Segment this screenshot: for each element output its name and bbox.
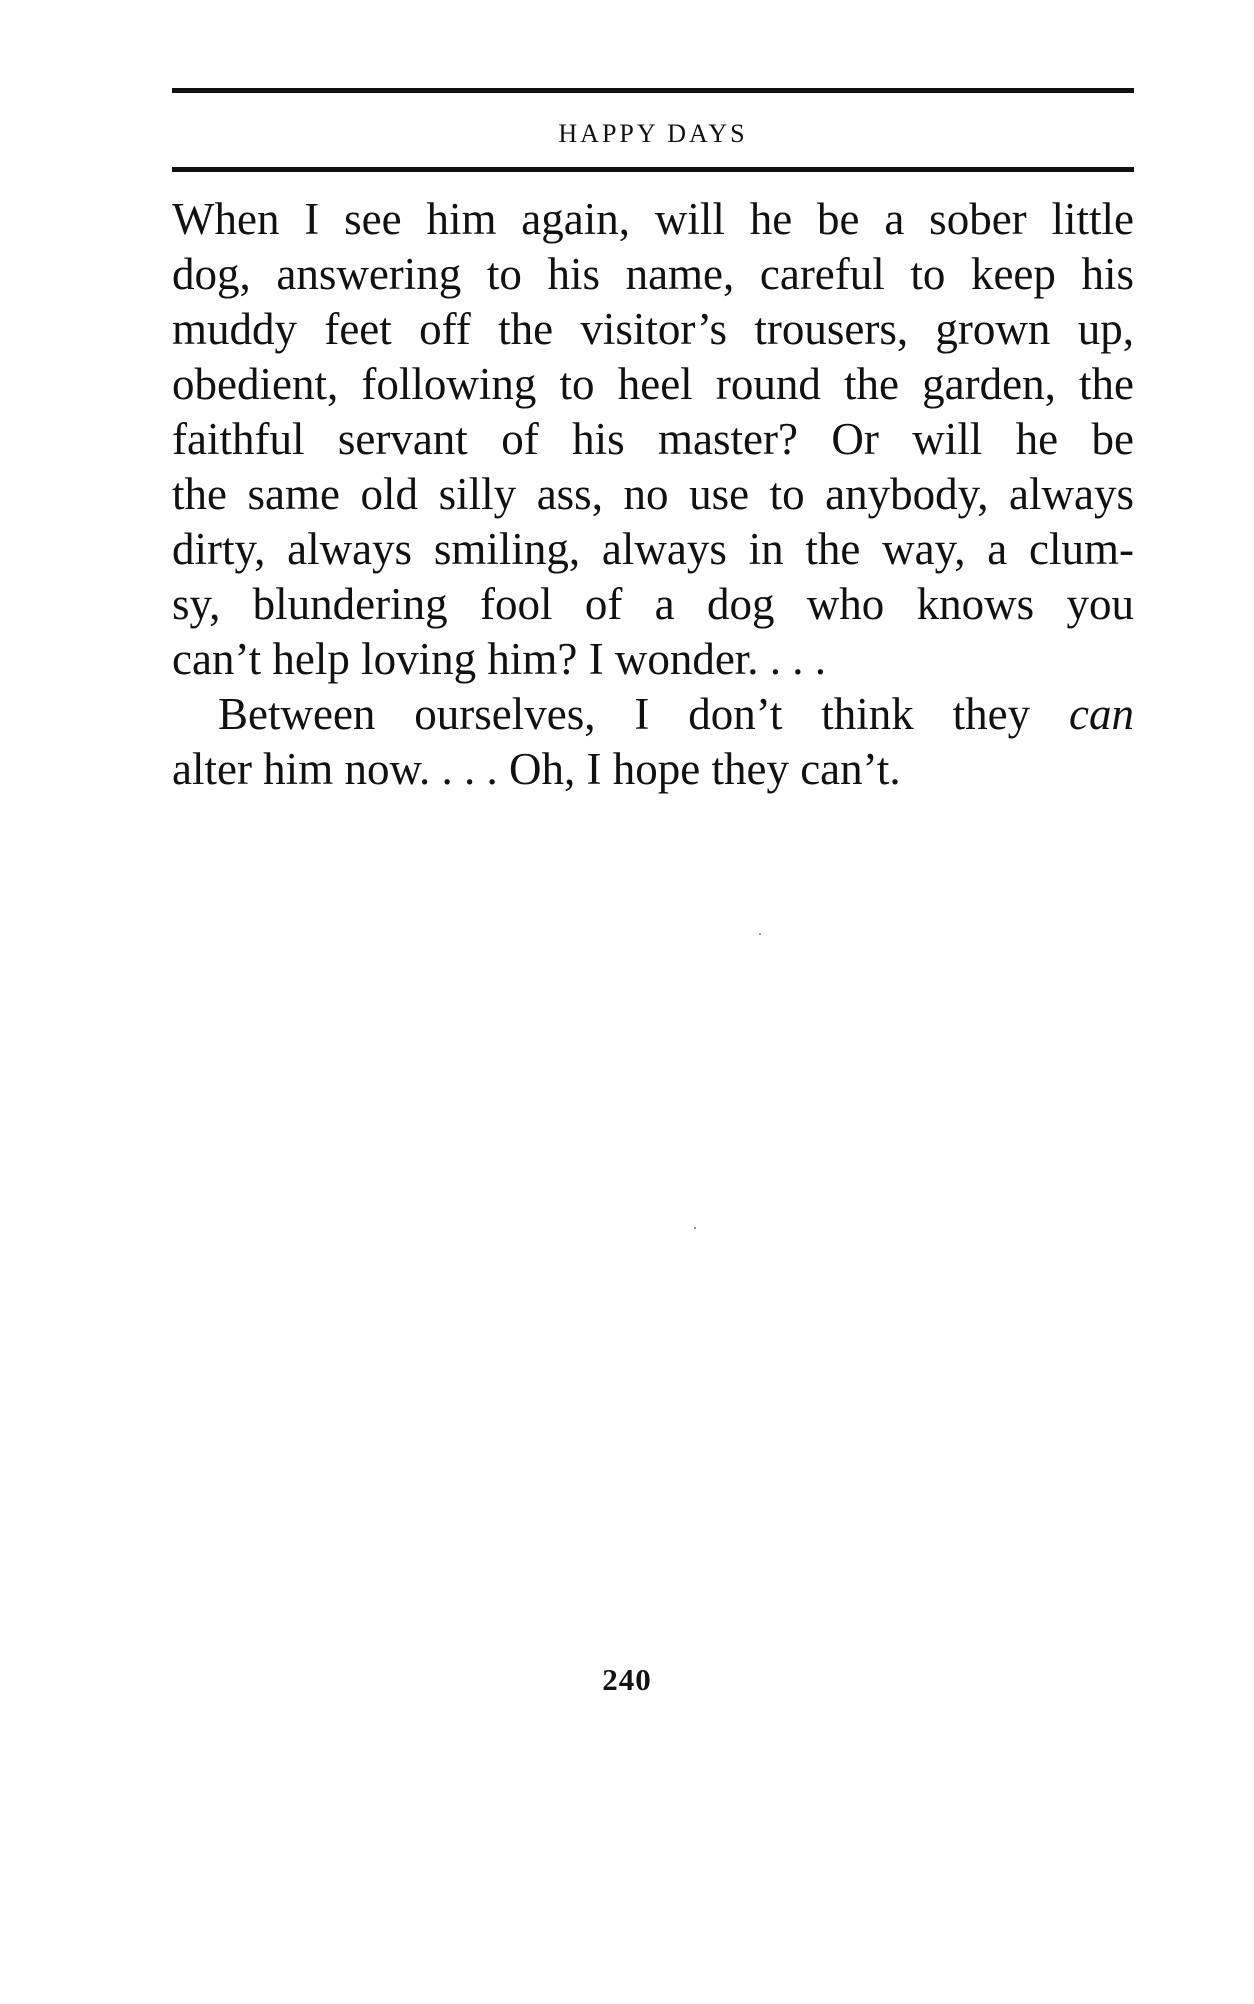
page-number: 240 <box>602 1662 652 1697</box>
text-line: obedient, following to heel round the garden, the <box>172 359 1134 409</box>
body-text <box>172 192 1134 797</box>
top-rule <box>172 88 1134 93</box>
header-rule <box>172 167 1134 172</box>
emphasis-can: can <box>1069 689 1134 739</box>
text-line: sy, blundering fool of a dog who knows you <box>172 579 1134 629</box>
text-line: When I see him again, will he be a sober little <box>172 194 1134 244</box>
text-line: alter him now. . . . Oh, I hope they can’t. <box>172 744 901 794</box>
text-line: can’t help loving him? I wonder. . . . <box>172 634 827 684</box>
text-run: Between ourselves, I don’t think they <box>218 689 1070 739</box>
book-page <box>172 88 1134 797</box>
paper-speck <box>694 1227 696 1229</box>
text-line: dog, answering to his name, careful to keep his <box>172 249 1134 299</box>
text-line: dirty, always smiling, always in the way, a clum- <box>172 524 1134 574</box>
text-line: muddy feet off the visitor’s trousers, grown up, <box>172 304 1134 354</box>
paragraph-two-first-line <box>172 687 1134 742</box>
paper-speck <box>759 933 761 935</box>
text-line: faithful servant of his master? Or will he be <box>172 414 1134 464</box>
text-line: the same old silly ass, no use to anybody, always <box>172 469 1134 519</box>
running-head: HAPPY DAYS <box>558 119 748 148</box>
